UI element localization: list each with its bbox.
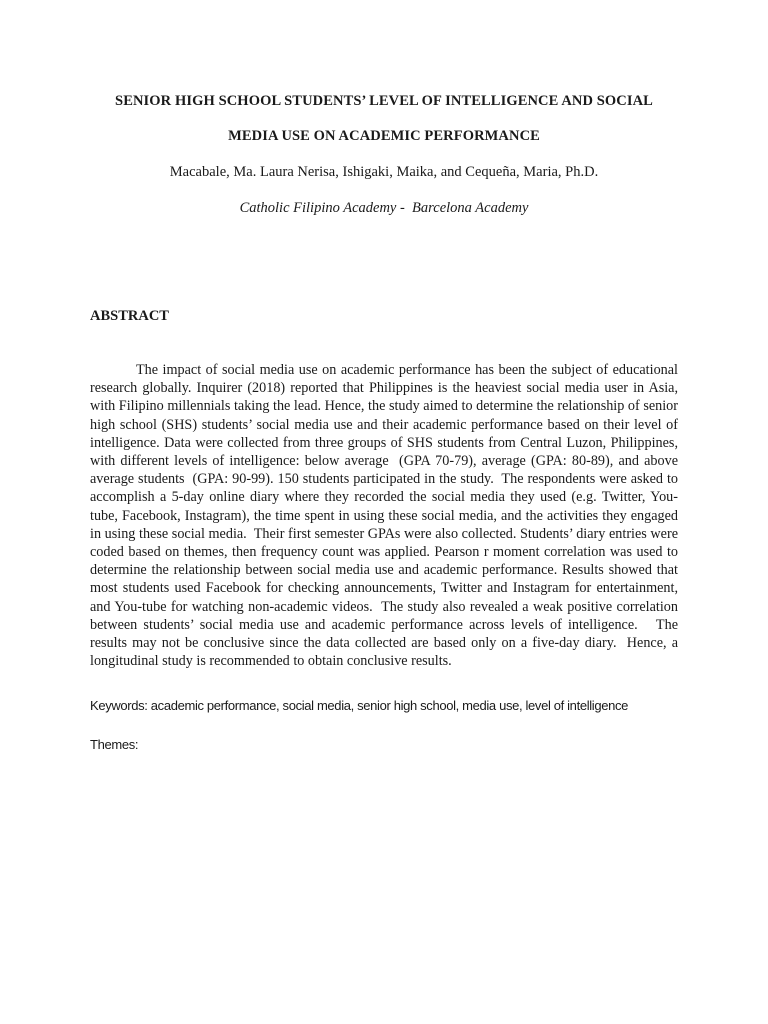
themes-label: Themes: [90,737,139,752]
paper-authors: Macabale, Ma. Laura Nerisa, Ishigaki, Maika, and Cequeña, Maria, Ph.D. [169,164,599,180]
paper-title-line-1: SENIOR HIGH SCHOOL STUDENTS’ LEVEL OF INTELLIGENCE AND SOCIAL [115,93,653,109]
paper-affiliation: Catholic Filipino Academy - Barcelona Academy [239,200,529,216]
abstract-body: The impact of social media use on academic performance has been the subject of educational research globally. Inquirer (2018) reported that Philippines is the heaviest social media user in Asia, with Filipino millennials taking the lead. Hence, the study aimed to determine the relationship of senior high school (SHS) students’ social media use and their academic performance based on their level of intelligence. Data were collected from three groups of SHS students from Central Luzon, Philippines, with different levels of intelligence: below average (GPA 70-79), average (GPA: 80-89), and above average students (GPA: 90-99). 150 students participated in the study. The respondents were asked to accomplish a 5-day online diary where they recorded the social media they used (e.g. Twitter, You-tube, Facebook, Instagram), the time spent in using these social media, and the activities they engaged in using these social media. Their first semester GPAs were also collected. Students’ diary entries were coded based on themes, then frequency count was applied. Pearson r moment correlation was used to determine the relationship between social media use and academic performance. Results showed that most students used Facebook for checking announcements, Twitter and Instagram for entertainment, and You-tube for watching non-academic videos. The study also revealed a weak positive correlation between students’ social media use and academic performance across levels of intelligence. The results may not be conclusive since the data collected are based only on a five-day diary. Hence, a longitudinal study is recommended to obtain conclusive results. [90,362,682,670]
paper-title-line-2: MEDIA USE ON ACADEMIC PERFORMANCE [228,128,540,144]
abstract-heading: ABSTRACT [90,308,169,324]
keywords-line: Keywords: academic performance, social media, senior high school, media use, level of intelligence [90,698,628,713]
